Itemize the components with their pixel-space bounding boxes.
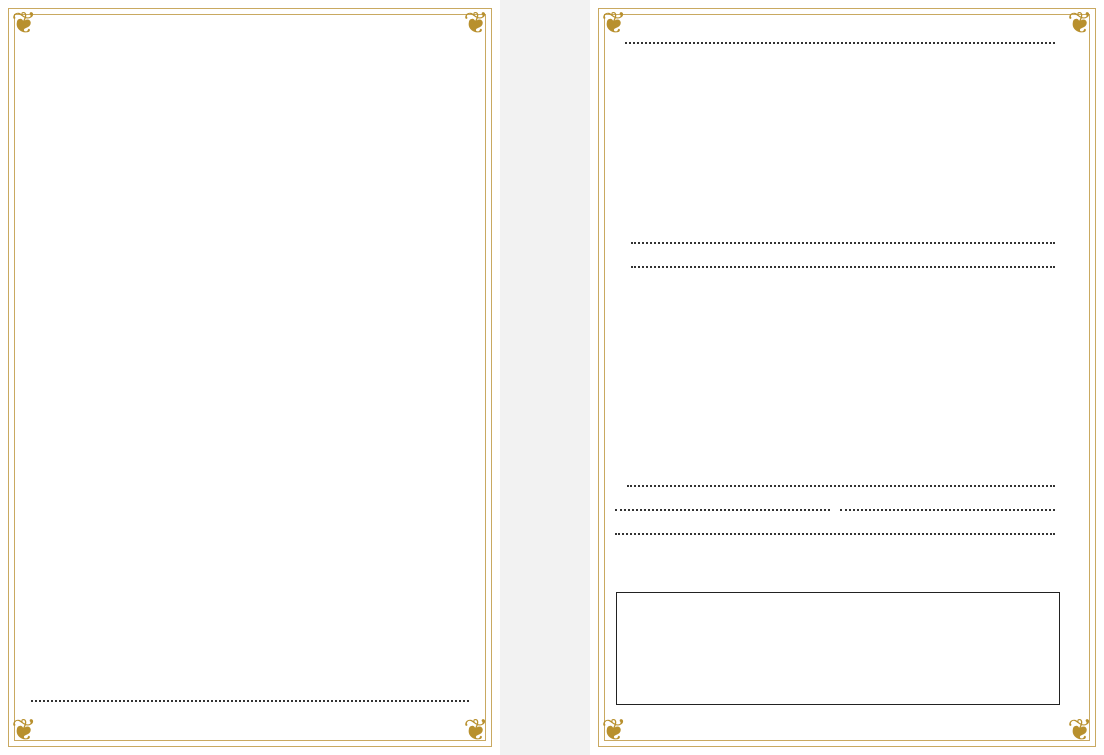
order-item-unison-prayer (622, 489, 1060, 509)
corner-ornament-icon: ❦ (601, 6, 627, 41)
corner-ornament-icon: ❦ (463, 6, 489, 41)
corner-ornament-icon: ❦ (601, 713, 627, 748)
left-ornamental-border (0, 0, 500, 755)
corner-ornament-icon: ❦ (11, 6, 37, 41)
order-item-benediction (610, 537, 1060, 557)
corner-ornament-icon: ❦ (1067, 713, 1093, 748)
corner-ornament-icon: ❦ (11, 713, 37, 748)
order-item-closing (26, 704, 474, 724)
order-item-thanks-prayer (620, 46, 1060, 66)
roster-box (616, 592, 1060, 705)
order-item-closing-hymn (610, 513, 1060, 533)
left-page (0, 0, 500, 755)
corner-ornament-icon: ❦ (1067, 6, 1093, 41)
order-item-oath (626, 270, 1060, 290)
corner-ornament-icon: ❦ (463, 713, 489, 748)
order-item-testimony (626, 246, 1060, 266)
